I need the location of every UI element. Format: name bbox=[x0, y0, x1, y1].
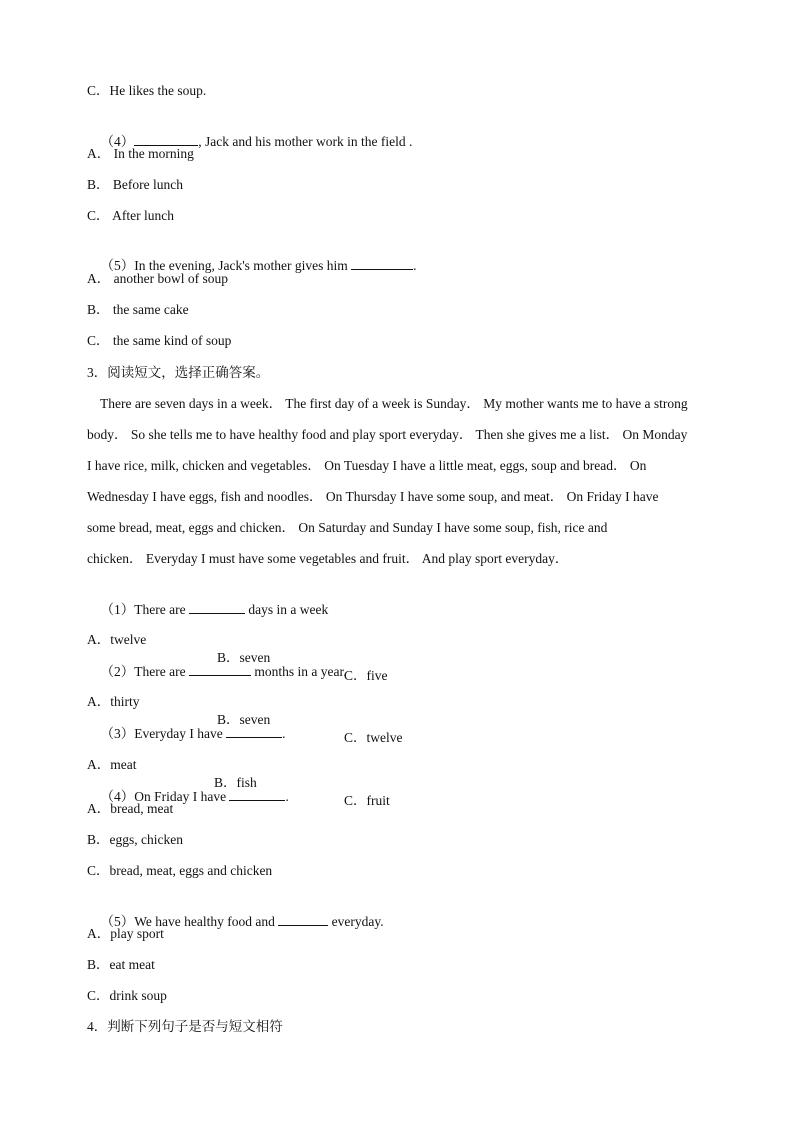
s2-q4-suffix: , Jack and his mother work in the field . bbox=[198, 134, 413, 149]
answer-blank bbox=[229, 787, 285, 801]
s3-q2-prefix: （2）There are bbox=[100, 664, 189, 679]
answer-blank bbox=[134, 132, 198, 146]
s3-q4-option-a: A．bread, meat bbox=[87, 801, 174, 816]
s2-q4-option-a: A． In the morning bbox=[87, 146, 194, 161]
s3-q3-option-a: A．meat bbox=[87, 757, 137, 772]
answer-blank bbox=[226, 724, 282, 738]
s2-q3-option-c: C．He likes the soup. bbox=[87, 83, 207, 98]
s2-q4-option-c: C． After lunch bbox=[87, 208, 174, 223]
s3-q2-suffix: months in a year. bbox=[250, 664, 347, 679]
s2-q5-prefix: （5）In the evening, Jack's mother gives him bbox=[100, 258, 352, 273]
passage-line: Wednesday I have eggs, fish and noodles． On Thursday I have some soup, and meat． On Friday I have bbox=[87, 489, 659, 504]
answer-blank bbox=[189, 662, 251, 676]
passage-line: There are seven days in a week． The first day of a week is Sunday． My mother wants me to have a strong bbox=[100, 396, 688, 411]
s3-question-2 bbox=[87, 644, 347, 679]
s3-q3-option-c: C．fruit bbox=[344, 793, 390, 808]
s3-q1-option-c: C．five bbox=[344, 668, 388, 683]
s2-q5-option-b: B． the same cake bbox=[87, 302, 189, 317]
s3-q4-option-c: C．bread, meat, eggs and chicken bbox=[87, 863, 273, 878]
s3-q2-option-c: C．twelve bbox=[344, 730, 403, 745]
s3-q5-option-b: B．eat meat bbox=[87, 957, 155, 972]
answer-blank bbox=[189, 600, 245, 614]
answer-blank bbox=[351, 256, 413, 270]
s2-question-4 bbox=[87, 114, 413, 149]
s3-q3-prefix: （3）Everyday I have bbox=[100, 726, 227, 741]
passage-line: body． So she tells me to have healthy food and play sport everyday． Then she gives me a list． On Monday bbox=[87, 427, 688, 442]
s3-q4-prefix: （4）On Friday I have bbox=[100, 789, 230, 804]
s3-question-4 bbox=[87, 769, 289, 804]
s2-q5-option-a: A． another bowl of soup bbox=[87, 271, 228, 286]
passage-line: I have rice, milk, chicken and vegetables． On Tuesday I have a little meat, eggs, soup and bread． On bbox=[87, 458, 647, 473]
s3-q1-option-a: A．twelve bbox=[87, 632, 147, 647]
s3-question-5 bbox=[87, 894, 384, 929]
s3-question-3 bbox=[87, 706, 286, 741]
passage-line: chicken． Everyday I must have some vegetables and fruit． And play sport everyday． bbox=[87, 551, 569, 566]
s3-question-1 bbox=[87, 582, 329, 617]
s3-q5-option-c: C．drink soup bbox=[87, 988, 167, 1003]
s3-q4-option-b: B．eggs, chicken bbox=[87, 832, 183, 847]
s3-q5-suffix: everyday. bbox=[328, 914, 384, 929]
answer-blank bbox=[278, 912, 328, 926]
s2-q4-prefix: （4） bbox=[100, 134, 135, 149]
section-3-heading: 3．阅读短文，选择正确答案。 bbox=[87, 365, 270, 380]
s3-q1-option-b: B．seven bbox=[217, 650, 271, 665]
section-4-heading: 4．判断下列句子是否与短文相符 bbox=[87, 1019, 283, 1034]
s3-q3-option-b: B．fish bbox=[214, 775, 257, 790]
s2-q5-suffix: . bbox=[413, 258, 417, 273]
s2-q4-option-b: B． Before lunch bbox=[87, 177, 183, 192]
s3-q1-prefix: （1）There are bbox=[100, 602, 189, 617]
s3-q2-option-a: A．thirty bbox=[87, 694, 140, 709]
s3-q2-option-b: B．seven bbox=[217, 712, 271, 727]
s2-q5-option-c: C． the same kind of soup bbox=[87, 333, 232, 348]
s3-q4-suffix: . bbox=[285, 789, 289, 804]
s3-q1-suffix: days in a week bbox=[244, 602, 329, 617]
s3-q3-suffix: . bbox=[282, 726, 286, 741]
s2-question-5 bbox=[87, 238, 417, 273]
passage-line: some bread, meat, eggs and chicken． On Saturday and Sunday I have some soup, fish, rice and bbox=[87, 520, 608, 535]
s3-q5-option-a: A．play sport bbox=[87, 926, 164, 941]
s3-q5-prefix: （5）We have healthy food and bbox=[100, 914, 279, 929]
